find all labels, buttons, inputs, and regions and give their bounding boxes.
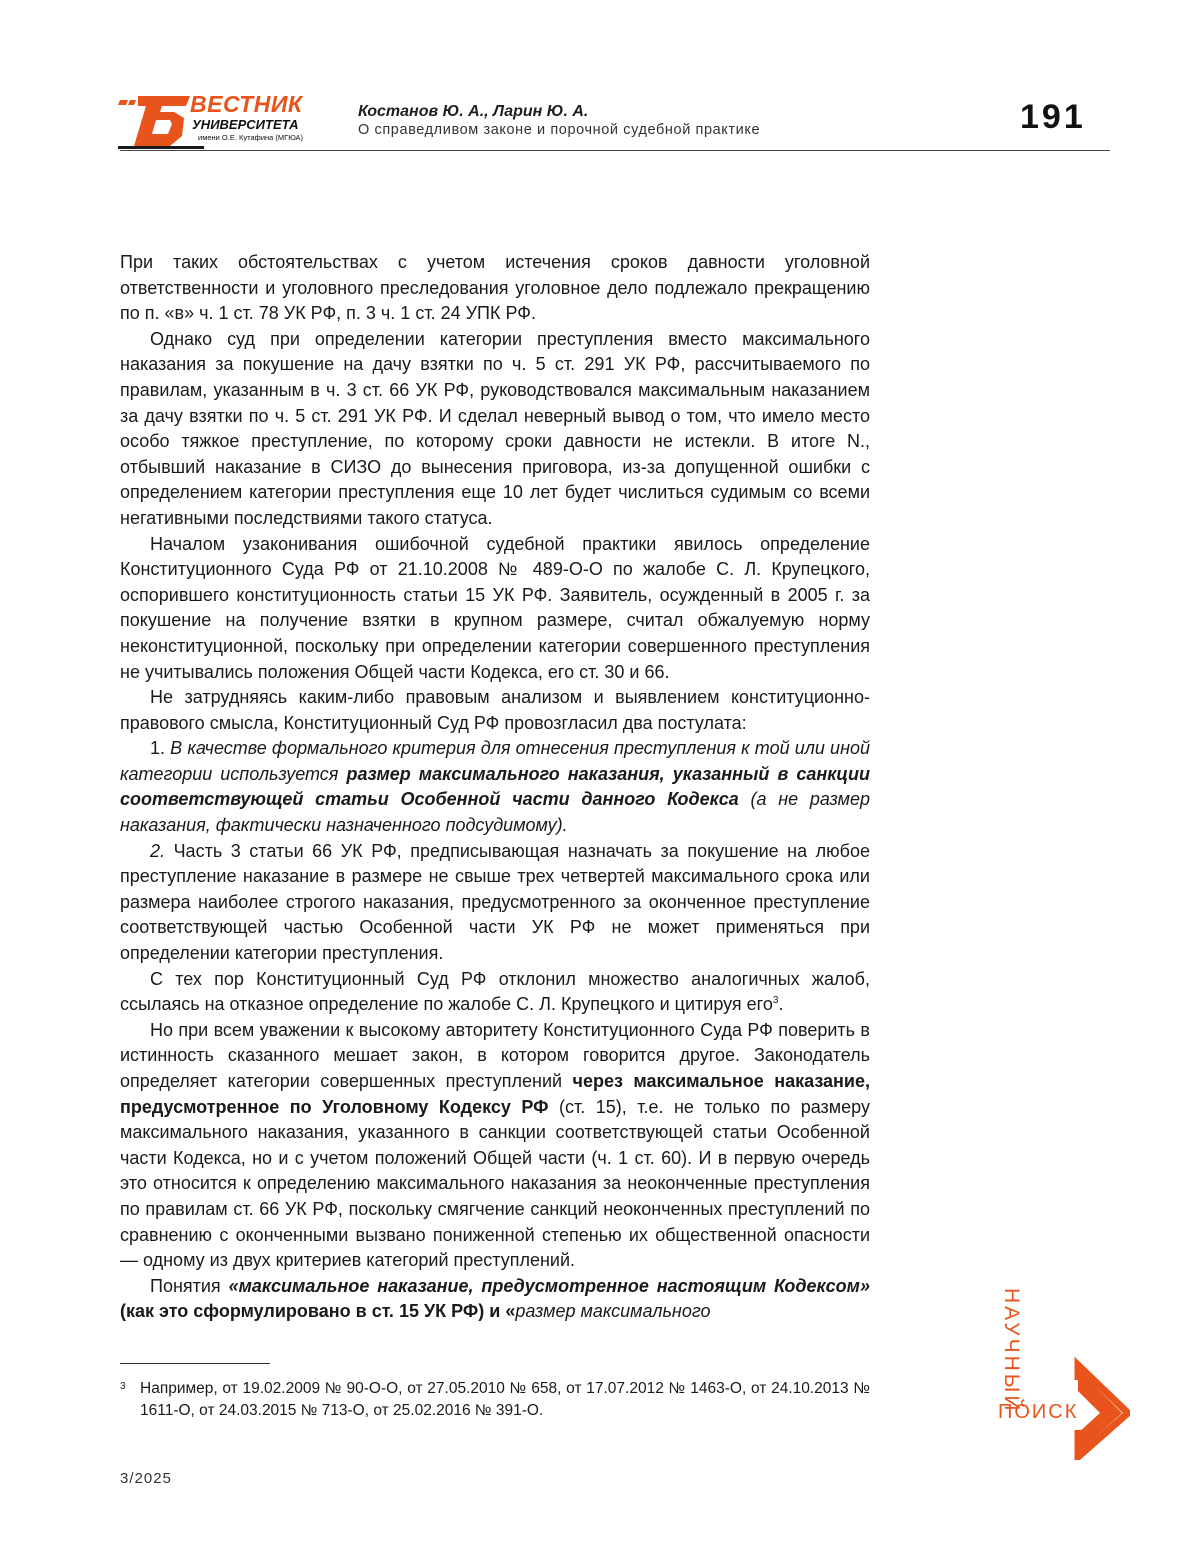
journal-logo (118, 92, 322, 150)
paragraph: Не затрудняясь каким-либо правовым анализом и выявлением конституционно-правового смысла, Конституционный Суд РФ провозгласил два постулата: (120, 687, 870, 733)
paragraph: При таких обстоятельствах с учетом истечения сроков давности уголовной ответственности и уголовного преследования уголовное дело подлежало прекращению по п. «в» ч. 1 ст. 78 УК РФ, п. 3 ч. 1 ст. 24 УПК РФ. (120, 252, 870, 324)
bold-italic-text: размер максимального наказания, указанный в санкции соответствующей статьи Особенной части данного Кодекса (120, 763, 871, 810)
issue-number: 3/2025 (120, 1470, 172, 1487)
italic-text: размер максимального (515, 1301, 711, 1322)
logo-word-vestnik: ВЕСТНИК (190, 91, 303, 117)
bold-italic-text: «максимальное наказание, предусмотренное настоящим Кодексом» (228, 1275, 870, 1296)
postulate-1 (120, 736, 870, 838)
running-head-title: О справедливом законе и порочной судебной практике (358, 122, 761, 138)
paragraph-text: Но при всем уважении к высокому авторитету Конституционного Суда РФ поверить в истинность сказанного мешает закон, в котором говорится другое. Законодатель определяет категории совершенных преступлений (120, 1019, 870, 1091)
footnote (120, 1378, 870, 1422)
section-badge-word-1: НАУЧНЫЙ (1000, 1288, 1023, 1414)
italic-text: (а не размер наказания, фактически назначенного подсудимому). (120, 789, 871, 836)
postulate-number: 1. (150, 738, 171, 759)
footnote-divider (120, 1363, 270, 1364)
paragraph-text: С тех пор Конституционный Суд РФ отклонил множество аналогичных жалоб, ссылаясь на отказное определение по жалобе С. Л. Крупецкого и цитируя его (120, 968, 870, 1015)
running-head-authors: Костанов Ю. А., Ларин Ю. А. (358, 103, 589, 120)
logo-subtitle: имени О.Е. Кутафина (МГЮА) (198, 133, 304, 142)
paragraph: Однако суд при определении категории преступления вместо максимального наказания за покушение на дачу взятки по ч. 5 ст. 291 УК РФ, рассчитываемого по правилам, указанным в ч. 3 ст. 66 УК РФ, руководствовался максимальным наказанием за дачу взятки по ч. 5 ст. 291 УК РФ. И сделал неверный вывод о том, что имело место особо тяжкое преступление, по которому сроки давности не истекли. В итоге N., отбывший наказание в СИЗО до вынесения приговора, из-за допущенной ошибки с определением категории преступления еще 10 лет будет числиться судимым со всеми негативными последствиями такого статуса. (120, 328, 870, 528)
footnote-text: Например, от 19.02.2009 № 90-О-О, от 27.05.2010 № 658, от 17.07.2012 № 1463-О, от 24.10.2013 № 1611-О, от 24.03.2015 № 713-О, от 25.02.2016 № 391-О. (140, 1380, 870, 1419)
postulate-text: Часть 3 статьи 66 УК РФ, предписывающая назначать за покушение на любое преступление наказание в размере не свыше трех четвертей максимального срока или размера наиболее строгого наказания, предусмотренного за оконченное преступление соответствующей частью Особенной части УК РФ не может применяться при определении категории преступления. (120, 840, 871, 964)
arrow-right-icon (990, 1285, 1130, 1460)
paragraph: Началом узаконивания ошибочной судебной практики явилось определение Конституционного Суда РФ от 21.10.2008 № 489-О-О по жалобе С. Л. Крупецкого, оспорившего конституционность статьи 15 УК РФ. Заявитель, осужденный в 2005 г. за покушение на получение взятки в крупном размере, считал обжалуемую норму неконституционной, поскольку при определении категории совершенного преступления не учитывались положения Общей части Кодекса, его ст. 30 и 66. (120, 533, 870, 682)
paragraph (120, 1018, 870, 1274)
paragraph-text: . (778, 994, 784, 1015)
footnote-reference[interactable]: 3 (772, 995, 779, 1007)
footnote-mark: 3 (120, 1381, 126, 1392)
postulate-2 (120, 839, 870, 967)
page-number: 191 (1020, 98, 1086, 136)
logo-word-universiteta: УНИВЕРСИТЕТА (192, 117, 299, 132)
italic-text: В качестве формального критерия для отнесения преступления к той или иной категории используется (120, 738, 870, 784)
bold-text: через максимальное наказание, предусмотренное по Уголовному Кодексу РФ (120, 1071, 870, 1117)
paragraph (120, 967, 870, 1018)
paragraph-text: Понятия (150, 1275, 229, 1296)
article-body (120, 250, 870, 1325)
header-divider (120, 150, 1110, 151)
section-badge-word-2: ПОИСК (998, 1401, 1079, 1423)
bold-text: « (505, 1301, 516, 1322)
bold-text: (как это сформулировано в ст. 15 УК РФ) и (120, 1301, 506, 1322)
paragraph-text: (ст. 15), т.е. не только по размеру максимального наказания, указанного в санкции соответствующей статьи Особенной части Кодекса, но и с учетом положений Общей части (ч. 1 ст. 60). И в первую очередь это относится к определению максимального наказания за неоконченные преступления по правилам ст. 66 УК РФ, поскольку смягчение санкций неоконченных преступлений по сравнению с оконченными вызвано пониженной степенью их общественной опасности — одному из двух критериев категорий преступлений. (120, 1096, 870, 1271)
paragraph (120, 1274, 870, 1325)
postulate-number: 2. (150, 840, 174, 861)
